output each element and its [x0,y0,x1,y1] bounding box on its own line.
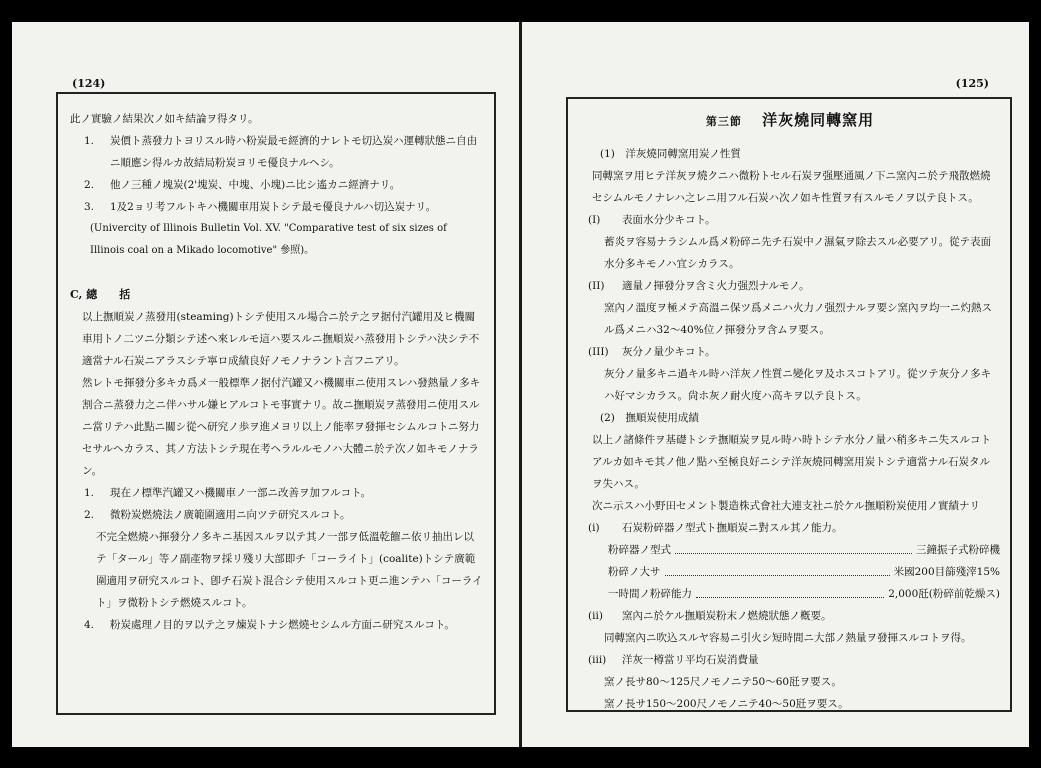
subsection-heading: (1) 洋灰燒同轉窯用炭ノ性質 [600,148,741,160]
conclusion-item [70,130,484,174]
consumption-line: 窯ノ長サ80～125尺ノモノニテ50～60瓩ヲ要ス。 [604,676,842,688]
item-number: (II) [588,280,605,292]
section-title-text: 洋灰燒同轉窯用 [762,111,875,129]
item-number: (ii) [588,610,603,622]
item-number: (I) [588,214,601,226]
intro-line: 此ノ實驗ノ結果次ノ如キ結論ヲ得タリ。 [70,113,259,125]
item-text: 蓄炎ヲ容易ナラシムル爲メ粉碎ニ先チ石炭中ノ濕氣ヲ除去スル必要アリ。從テ表面水分多キモノハ宜シカラス。 [604,236,992,270]
paragraph: 次ニ示スハ小野田セメント製造株式會社大連支社ニ於ケル撫順粉炭使用ノ實績ナリ [592,500,980,512]
property-item [580,209,1000,231]
spec-value: 2,000瓩(粉碎前乾燥ス) [888,588,1000,600]
subsection-heading: (2) 撫順炭使用成績 [600,412,699,424]
item-number: (i) [588,522,600,534]
item-text: 微粉炭燃燒法ノ廣範圍適用ニ向ツテ研究スルコト。 [110,509,351,521]
dot-leader [665,561,890,576]
paragraph: 同轉窯ヲ用ヒテ洋灰ヲ燒クニハ微粉トセル石炭ヲ强壓通風ノ下ニ窯內ニ於テ飛散燃燒セシムルモノナレハ之レニ用フル石炭ハ次ノ如キ性質ヲ有スルモノヲ以テ良トス。 [592,170,991,204]
spec-label: 一時間ノ粉碎能力 [608,588,692,600]
dot-leader [696,583,884,598]
consumption-line: 窯ノ長サ150～200尺ノモノニテ40～50瓩ヲ要ス。 [604,698,849,710]
item-number: 1. [84,487,95,499]
page-body [70,108,484,636]
reference-citation: (Univercity of Illinois Bulletin Vol. XV. "Comparative test of six sizes of Illinois coal on a Mikado locomotive" 參照)。 [90,223,447,256]
paragraph: 以上ノ諸條件ヲ基礎トシテ撫順炭ヲ見ル時ハ時トシテ水分ノ量ハ稍多キニ失スルコトアルカ如キモ其ノ他ノ點ハ至極良好ニシテ洋灰燒同轉窯用炭トシテ適當ナル石炭タルヲ失ハス。 [592,434,991,490]
item-heading: 窯內ニ於ケル撫順炭粉末ノ燃燒狀態ノ槪要。 [622,610,832,622]
result-item [580,649,1000,671]
item-text: 他ノ三種ノ塊炭(2'塊炭、中塊、小塊)ニ比シ遙カニ經濟ナリ。 [110,179,401,191]
item-number: 2. [84,509,95,521]
item-text: 窯內ノ溫度ヲ極メテ高溫ニ保ツ爲メニハ火力ノ强烈ナルヲ要シ窯內ヲ均一ニ灼熱スル爲メニハ32～40%位ノ揮發分ヲ含ムヲ要ス。 [604,302,992,336]
item-heading: 表面水分少キコト。 [622,214,716,226]
method-detail: 不完全燃燒ハ揮發分ノ多キニ基因スルヲ以テ其ノ一部ヲ低溫乾餾ニ依リ抽出レ以テ「タール」等ノ副產物ヲ採リ殘リ大部即チ「コーライト」(coalite)トシテ廣範圍適用ヲ研究スルコト、卽チ石炭ト混合シテ使用スルコト更ニ進ンテハ「コーライト」ヲ微粉トシテ燃燒スルコト。 [96,531,483,609]
item-text: 炭價ト蒸發力トヨリスル時ハ粉炭最モ經濟的ナレトモ切込炭ハ運轉狀態ニ自由ニ順應シ得ルカ故結局粉炭ヨリモ優良ナルヘシ。 [110,135,478,169]
method-item [70,482,484,504]
spec-label: 粉碎ノ大サ [608,566,661,578]
method-item [70,504,484,526]
item-heading: 洋灰一樽當リ平均石炭消費量 [622,654,759,666]
section-label: 第三節 [705,115,742,128]
method-item [70,614,484,636]
page-number: (124) [72,77,106,90]
item-number: (III) [588,346,609,358]
summary-paragraph: 以上撫順炭ノ蒸發用(steaming)トシテ使用スル場合ニ於テ之ヲ据付汽罐用及ヒ機關車用トノ二ツニ分類シテ述ヘ來レルモ這ハ要スルニ撫順炭ハ蒸發用トシテハ決シテ不適當ナル石炭ニアラスシテ寧ロ成績良好ノモノナラント言フニアリ。 [82,311,480,367]
page-number: (125) [955,77,989,90]
spec-row [580,539,1000,561]
item-number: 4. [84,619,95,631]
text-frame [56,92,496,715]
item-heading: 灰分ノ量少キコト。 [622,346,716,358]
item-text: 現在ノ標準汽罐又ハ機關車ノ一部ニ改善ヲ加フルコト。 [110,487,372,499]
item-heading: 適量ノ揮發分ヲ含ミ火力强烈ナルモノ。 [622,280,810,292]
item-number: 1. [84,135,95,147]
spec-label: 粉碎器ノ型式 [608,544,671,556]
spec-value: 三鐘振子式粉碎機 [916,544,1000,556]
spec-row [580,583,1000,605]
item-text: 粉炭處理ノ目的ヲ以テ之ヲ煉炭トナシ燃燒セシムル方面ニ研究スルコト。 [110,619,455,631]
item-number: 3. [84,201,95,213]
summary-paragraph: 然レトモ揮發分多キカ爲メ一般標準ノ据付汽罐又ハ機關車ニ使用スレハ發熱量ノ多キ割合ニ蒸發力之ニ伴ハサル嫌ヒアルコトモ事實ナリ。故ニ撫順炭ヲ蒸發用ニ使用スルニ當リテハ此點ニ關シ從ヘ研究ノ歩ヲ進メヨリ以上ノ能率ヲ發揮セシムルコトニ努力セサルヘカラス、其ノ方法トシテ現在考ヘラルルモノハ大體ニ於テ次ノ如キモノナラン。 [82,377,481,477]
item-text: 灰分ノ量多キニ過キル時ハ洋灰ノ性質ニ變化ヲ及ホスコトアリ。從ツテ灰分ノ多キハ好マシカラス。尙ホ灰ノ耐火度ハ高キヲ以テ良トス。 [604,368,992,402]
conclusion-item [70,196,484,218]
right-page [522,22,1029,747]
item-number: 2. [84,179,95,191]
item-text: 1及2ョリ考フルトキハ機關車用炭トシテ最モ優良ナルハ切込炭ナリ。 [110,201,437,213]
item-text: 同轉窯內ニ吹込スルヤ容易ニ引火シ短時間ニ大部ノ熱量ヲ發揮スルコトヲ得。 [604,632,972,644]
spec-value: 米國200目篩殘滓15% [893,566,1000,578]
section-heading: C, 總 括 [70,288,131,301]
item-number: (iii) [588,654,607,666]
section-title [580,107,1000,135]
property-item [580,341,1000,363]
result-item [580,605,1000,627]
result-item [580,517,1000,539]
page-body [580,107,1000,712]
item-heading: 石炭粉碎器ノ型式ト撫順炭ニ對スル其ノ能力。 [622,522,843,534]
dot-leader [675,539,912,554]
text-frame [566,97,1012,712]
spec-row [580,561,1000,583]
property-item [580,275,1000,297]
conclusion-item [70,174,484,196]
left-page [12,22,519,747]
